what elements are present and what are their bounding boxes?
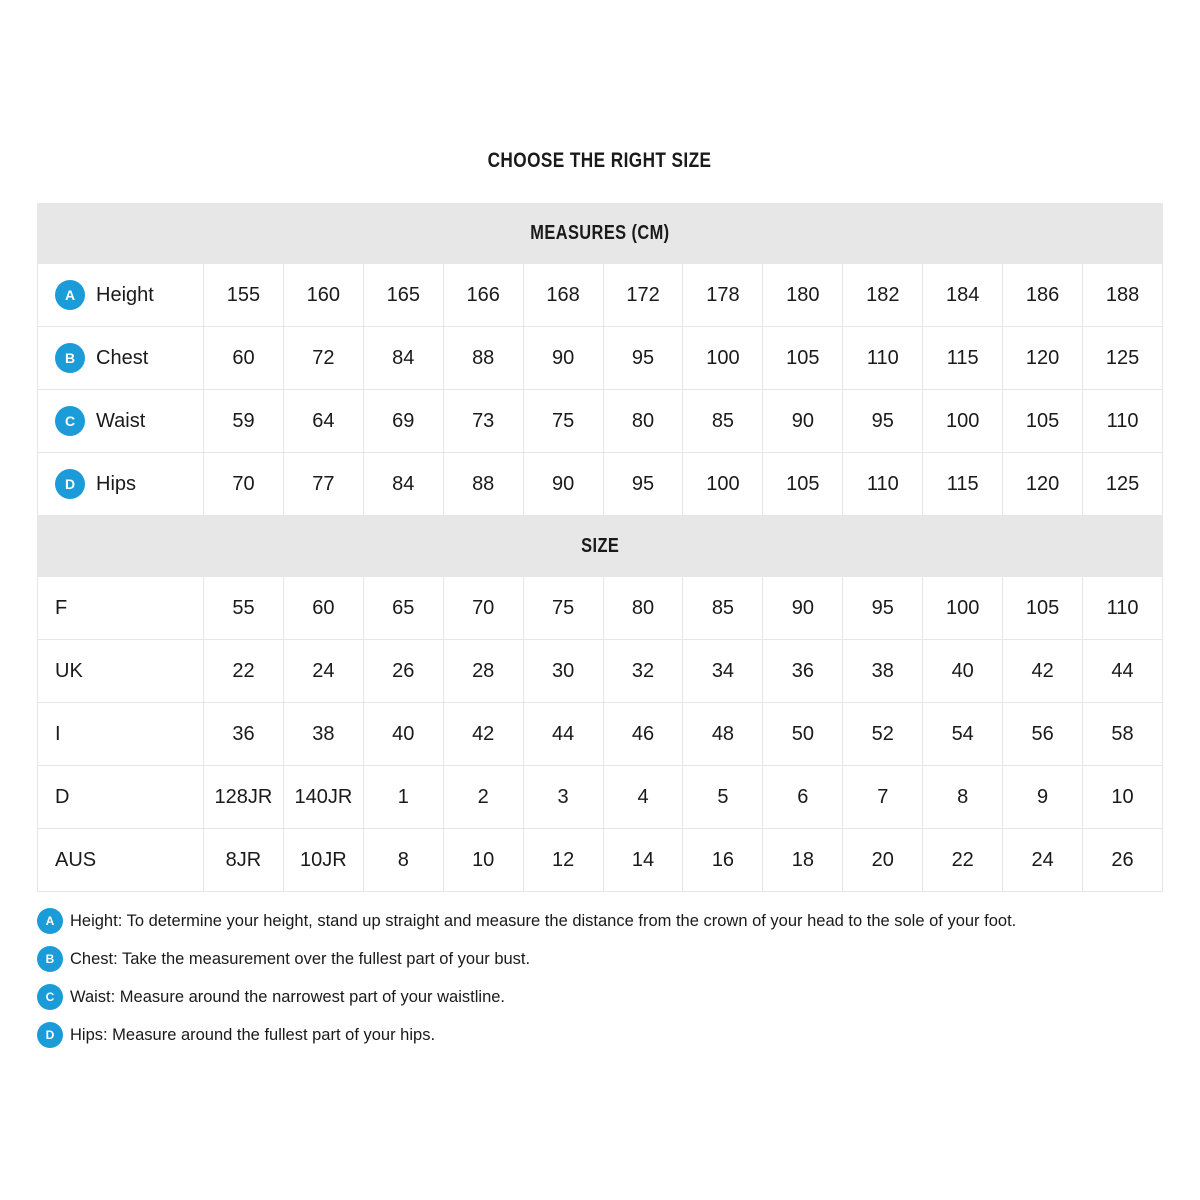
size-rows [37,576,1163,892]
note-text: Waist: Measure around the narrowest part of your waistline. [70,988,506,1006]
table-cell: 90 [763,577,843,640]
table-cell: 7 [843,766,923,829]
table-cell: 60 [204,327,284,390]
measure-badge-a: A [55,280,85,310]
table-row [38,453,1163,516]
table-cell: 73 [444,390,524,453]
note-badge-d: D [37,1022,63,1048]
size-section-header [37,516,1163,576]
table-cell: 110 [843,327,923,390]
table-cell: 140JR [284,766,364,829]
table-cell: 180 [763,264,843,327]
table-cell: 80 [604,390,684,453]
table-cell: 52 [843,703,923,766]
table-cell: 42 [444,703,524,766]
table-cell: 36 [763,640,843,703]
table-cell: 60 [284,577,364,640]
table-row [38,264,1163,327]
table-cell: 72 [284,327,364,390]
table-cell: 84 [364,453,444,516]
table-cell: 188 [1083,264,1163,327]
table-cell: 75 [524,390,604,453]
table-cell: 26 [1083,829,1163,892]
note-text: Height: To determine your height, stand up straight and measure the distance from the crown of your head to the sole of your foot. [70,912,1017,930]
measurement-notes [37,908,1163,1048]
table-cell: 14 [604,829,684,892]
table-cell: 34 [683,640,763,703]
page-title-text: CHOOSE THE RIGHT SIZE [488,149,712,172]
table-cell: 48 [683,703,763,766]
table-cell: 56 [1003,703,1083,766]
row-label-cell [38,390,204,453]
size-table [37,203,1163,892]
table-cell: 8JR [204,829,284,892]
row-label-cell [38,829,204,892]
table-cell: 110 [1083,390,1163,453]
table-cell: 125 [1083,327,1163,390]
row-label: D [55,785,70,808]
table-cell: 100 [923,577,1003,640]
table-row [38,327,1163,390]
table-cell: 8 [364,829,444,892]
table-cell: 115 [923,327,1003,390]
table-cell: 105 [763,327,843,390]
table-cell: 69 [364,390,444,453]
row-label-cell [38,640,204,703]
table-cell: 54 [923,703,1003,766]
table-cell: 105 [1003,577,1083,640]
table-cell: 32 [604,640,684,703]
table-cell: 88 [444,453,524,516]
row-label-cell [38,766,204,829]
table-cell: 90 [763,390,843,453]
table-cell: 58 [1083,703,1163,766]
measure-badge-c: C [55,406,85,436]
row-label-cell [38,327,204,390]
table-cell: 10 [444,829,524,892]
table-cell: 128JR [204,766,284,829]
measurement-note [37,946,1163,972]
row-label: AUS [55,848,97,871]
measures-section-header [37,203,1163,263]
table-cell: 80 [604,577,684,640]
table-cell: 12 [524,829,604,892]
note-badge-c: C [37,984,63,1010]
measure-badge-d: D [55,469,85,499]
table-cell: 40 [364,703,444,766]
table-cell: 120 [1003,453,1083,516]
table-cell: 100 [923,390,1003,453]
table-cell: 16 [683,829,763,892]
measure-badge-b: B [55,343,85,373]
note-badge-b: B [37,946,63,972]
table-cell: 2 [444,766,524,829]
table-row [38,577,1163,640]
table-cell: 155 [204,264,284,327]
table-cell: 90 [524,453,604,516]
table-cell: 10 [1083,766,1163,829]
table-cell: 88 [444,327,524,390]
table-cell: 70 [204,453,284,516]
table-cell: 100 [683,453,763,516]
table-cell: 4 [604,766,684,829]
table-row [38,703,1163,766]
table-cell: 50 [763,703,843,766]
table-cell: 65 [364,577,444,640]
row-label: Hips [96,472,137,495]
row-label: F [55,596,68,619]
table-cell: 5 [683,766,763,829]
note-badge-a: A [37,908,63,934]
table-cell: 10JR [284,829,364,892]
table-cell: 42 [1003,640,1083,703]
table-cell: 90 [524,327,604,390]
table-cell: 64 [284,390,364,453]
table-cell: 6 [763,766,843,829]
table-cell: 44 [524,703,604,766]
table-cell: 75 [524,577,604,640]
table-cell: 22 [923,829,1003,892]
measurement-note [37,908,1163,934]
table-cell: 95 [843,577,923,640]
table-cell: 3 [524,766,604,829]
table-cell: 95 [843,390,923,453]
table-cell: 125 [1083,453,1163,516]
table-cell: 95 [604,327,684,390]
table-cell: 95 [604,453,684,516]
table-cell: 44 [1083,640,1163,703]
table-cell: 160 [284,264,364,327]
table-cell: 36 [204,703,284,766]
table-cell: 186 [1003,264,1083,327]
table-cell: 46 [604,703,684,766]
table-row [38,640,1163,703]
table-cell: 105 [1003,390,1083,453]
row-label: I [55,722,61,745]
table-cell: 184 [923,264,1003,327]
table-cell: 30 [524,640,604,703]
table-cell: 28 [444,640,524,703]
table-cell: 84 [364,327,444,390]
table-cell: 24 [1003,829,1083,892]
table-cell: 165 [364,264,444,327]
table-cell: 110 [1083,577,1163,640]
size-header-text: SIZE [580,534,620,557]
measures-rows [37,263,1163,516]
table-cell: 100 [683,327,763,390]
table-row [38,766,1163,829]
table-cell: 24 [284,640,364,703]
table-cell: 85 [683,390,763,453]
page-title [37,0,1163,173]
row-label: Chest [96,346,149,369]
row-label-cell [38,703,204,766]
table-cell: 178 [683,264,763,327]
table-cell: 172 [604,264,684,327]
note-text: Hips: Measure around the fullest part of your hips. [70,1026,436,1044]
table-cell: 77 [284,453,364,516]
table-cell: 110 [843,453,923,516]
table-cell: 59 [204,390,284,453]
row-label: Waist [96,409,146,432]
table-cell: 22 [204,640,284,703]
measurement-note [37,1022,1163,1048]
row-label: Height [96,283,154,306]
table-cell: 38 [284,703,364,766]
table-row [38,390,1163,453]
table-cell: 85 [683,577,763,640]
measurement-note [37,984,1163,1010]
table-cell: 38 [843,640,923,703]
table-cell: 105 [763,453,843,516]
row-label: UK [55,659,83,682]
measures-header-text: MEASURES (CM) [530,221,670,244]
row-label-cell [38,264,204,327]
note-text: Chest: Take the measurement over the fullest part of your bust. [70,950,531,968]
table-cell: 9 [1003,766,1083,829]
table-cell: 115 [923,453,1003,516]
table-cell: 40 [923,640,1003,703]
table-cell: 120 [1003,327,1083,390]
table-cell: 8 [923,766,1003,829]
table-cell: 55 [204,577,284,640]
table-cell: 70 [444,577,524,640]
table-cell: 182 [843,264,923,327]
row-label-cell [38,453,204,516]
table-cell: 26 [364,640,444,703]
table-cell: 166 [444,264,524,327]
row-label-cell [38,577,204,640]
table-row [38,829,1163,892]
table-cell: 1 [364,766,444,829]
table-cell: 20 [843,829,923,892]
table-cell: 18 [763,829,843,892]
table-cell: 168 [524,264,604,327]
